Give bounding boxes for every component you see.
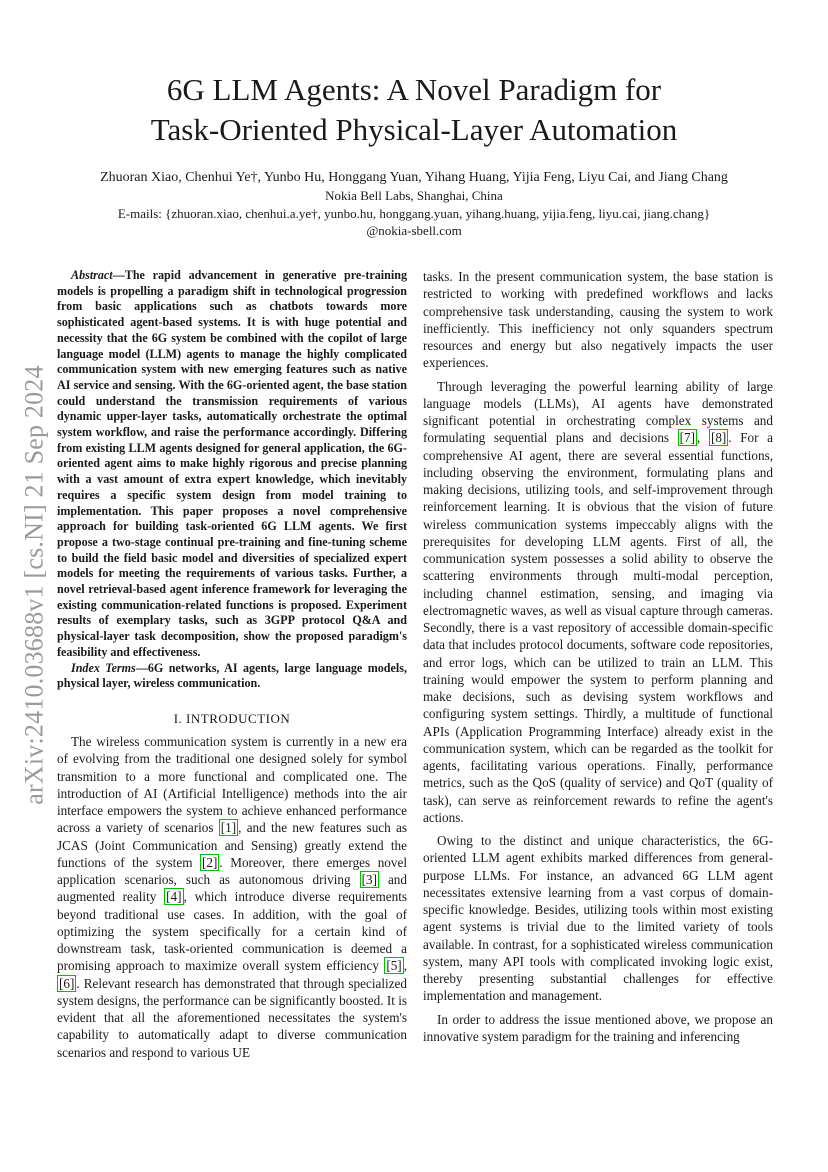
citation-link[interactable]: [8] [710, 430, 727, 446]
body-text: , [697, 430, 709, 446]
citation-link[interactable]: [5] [386, 958, 402, 974]
citation-link[interactable]: [1] [220, 820, 237, 836]
paper-title [0, 70, 828, 150]
intro-text: , which introduce diverse requirements beyond traditional use cases. In addition, with the goal of optimizing the system specifically for a certain kind of downstream task, task-oriented communication is deemed a promising approach to maximize overall system efficiency [57, 889, 408, 974]
intro-text: The wireless communication system is currently in a new era of evolving from the traditional one designed solely for symbol transmition to a more functional and complicated one. The introduction of AI (Artificial Intelligence) methods into the air interface empowers the system to achieve enhanced performance across a variety of scenarios [57, 734, 407, 836]
title-line-1: 6G LLM Agents: A Novel Paradigm for [166, 72, 662, 107]
citation-link[interactable]: [2] [202, 854, 218, 870]
intro-text: . Moreover, there emerges novel application scenarios, such as autonomous driving [57, 854, 407, 888]
email-line-1: E-mails: {zhuoran.xiao, chenhui.a.ye†, yunbo.hu, honggang.yuan, yihang.huang, yijia.feng, liyu.cai, jiang.chang} [117, 206, 711, 221]
citation-link[interactable]: [3] [361, 872, 377, 888]
email-block [0, 205, 828, 239]
section-heading-introduction: I. INTRODUCTION [173, 710, 291, 726]
intro-text: , and the new features such as JCAS (Joint Communication and Sensing) greatly extend the functions of the system [57, 820, 408, 870]
body-paragraph-differences: Owing to the distinct and unique characteristics, the 6G-oriented LLM agent exhibits marked differences from general-purpose LLMs. For instance, an advanced 6G LLM agent necessitates extensive learning from a vast corpus of domain-specific knowledge. Besides, utilizing tools within most existing agent systems is trivial due to the limited variety of tools available. In contrast, for a sophisticated wireless communication system, many API tools with complicated invoking logic exist, thereby presenting substantial challenges for effective implementation and management. [423, 833, 773, 1004]
intro-text: , [403, 958, 407, 974]
body-text: Through leveraging the powerful learning ability of large language models (LLMs), AI agents have demonstrated significant potential in orchestrating complex systems and formulating sequential plans and decisions [423, 378, 773, 446]
intro-text: and augmented reality [57, 872, 407, 905]
body-paragraph-continued: tasks. In the present communication system, the base station is restricted to working with predefined workflows and lacks comprehensive task understanding, causing the system to work inefficiently. This inefficiency not only squanders spectrum resources and energy but also negatively impacts the user experiences. [423, 269, 773, 371]
index-terms [57, 661, 407, 692]
intro-paragraph-1 [57, 733, 407, 1061]
body-paragraph-agents [423, 378, 773, 827]
citation-link[interactable]: [7] [679, 430, 696, 446]
arxiv-identifier: arXiv:2410.03688v1 [cs.NI] 21 Sep 2024 [20, 365, 49, 805]
right-column [423, 268, 773, 1051]
index-terms-text: —6G networks, AI agents, large language models, physical layer, wireless communication. [57, 660, 407, 691]
body-text: . For a comprehensive AI agent, there are several essential functions, including observing the environment, formulating plans and making decisions, utilizing tools, and self-improvement through reinforcement learning. It is obvious that the vision of future wireless communication systems impeccably aligns with the prerequisites for developing LLM agents. First of all, the communication system possesses a solid ability to observe the scattering environments through multi-modal perception, including channel estimation, sensing, and imaging via electromagnetic waves, as well as visual capture through cameras. Secondly, there is a vast repository of accessible domain-specific data that includes protocol documents, software code repositories, and error logs, which can be utilized to train an LLM. This training would empower the system to perform planning and make decisions, such as devising system workflows and configuring system settings. Thirdly, a multitude of functional APIs (Application Programming Interface) already exist in the communication system, which can be regarded as the toolkit for agents, facilitating various operations. Finally, performance metrics, such as the QoS (quality of service) and QoT (quality of task), can serve as reinforcement rewards to refine the agent's actions. [423, 430, 773, 825]
abstract [57, 268, 407, 661]
abstract-text: —The rapid advancement in generative pre-training models is propelling a paradigm shift in technological progression from basic applications such as chatbots towards more sophisticated agent-based systems. It is with huge potential and necessity that the 6G system be combined with the copilot of large language model (LLM) agents to manage the highly complicated communication system with new emerging features such as native AI service and sensing. With the 6G-oriented agent, the base station could understand the transmission requirements of various dynamic upper-layer tasks, automatically orchestrate the optimal system workflow, and raise the performance accordingly. Differing from existing LLM agents designed for general application, the 6G-oriented agent aims to make highly rigorous and precise planning with a vast amount of extra expert knowledge, which inevitably requires a specific system design from model training to implementation. This paper proposes a novel comprehensive approach for building task-oriented 6G LLM agents. We first propose a two-stage continual pre-training and fine-tuning scheme to build the field basic model and diversities of specialized expert models for meeting the requirements of various tasks. Further, a novel retrieval-based agent inference framework for leveraging the existing communication-related functions is proposed. Experiment results of exemplary tasks, such as 3GPP protocol Q&A and physical-layer task decomposition, show the proposed paradigm's feasibility and effectiveness. [57, 268, 407, 659]
email-line-2: @nokia-sbell.com [366, 223, 462, 238]
arxiv-side-stamp [18, 340, 52, 830]
left-column [57, 268, 407, 1067]
citation-link[interactable]: [6] [59, 975, 75, 991]
intro-text: . Relevant research has demonstrated that through specialized system designs, the performance can be significantly boosted. It is evident that all the aforementioned necessitates the system's capability to automatically adapt to diverse communication scenarios and respond to various UE [57, 975, 407, 1060]
author-list: Zhuoran Xiao, Chenhui Ye†, Yunbo Hu, Honggang Yuan, Yihang Huang, Yijia Feng, Liyu Cai, and Jiang Chang [100, 170, 728, 185]
index-terms-label: Index Terms [71, 660, 136, 675]
affiliation: Nokia Bell Labs, Shanghai, China [325, 188, 503, 203]
citation-link[interactable]: [4] [166, 889, 182, 905]
title-line-2: Task-Oriented Physical-Layer Automation [150, 112, 678, 147]
abstract-label: Abstract [71, 268, 113, 282]
body-paragraph-proposal: In order to address the issue mentioned above, we propose an innovative system paradigm for the training and inferencing [423, 1011, 773, 1044]
